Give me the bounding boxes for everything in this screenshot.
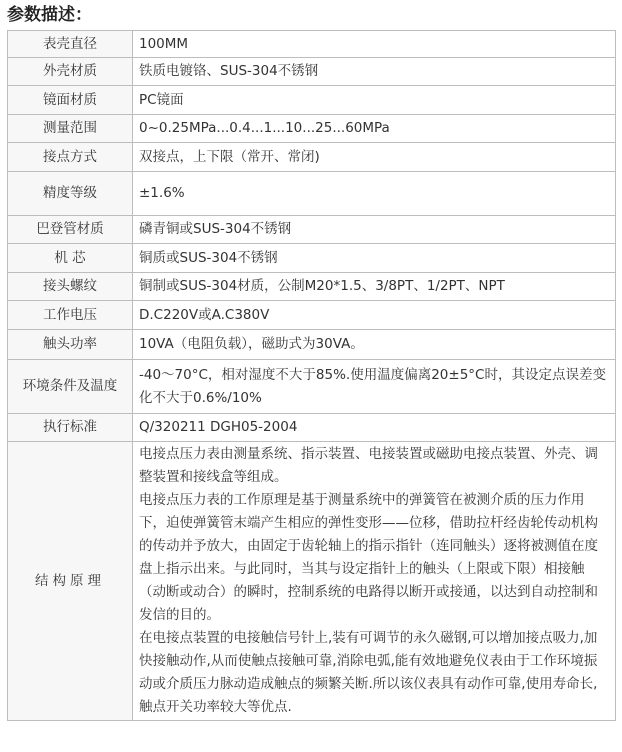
row-value-connection-thread: 铜制或SUS-304材质，公制M20*1.5、3/8PT、1/2PT、NPT (133, 273, 616, 301)
row-key-contact-power: 触头功率 (8, 330, 133, 360)
table-row (8, 143, 616, 172)
row-key-bourdon-material: 巴登管材质 (8, 216, 133, 244)
row-key-case-material: 外壳材质 (8, 58, 133, 86)
structure-paragraph-2: 电接点压力表的工作原理是基于测量系统中的弹簧管在被测介质的压力作用下，迫使弹簧管末端产生相应的弹性变形——位移，借助拉杆经齿轮传动机构的传动并予放大，由固定于齿轮轴上的指示指针（连同触头）逐将被测值在度盘上指示出来。与此同时，当其与设定指针上的触头（上限或下限）相接触（动断或动合）的瞬时，控制系统的电路得以断开或接通，以达到自动控制和发信的目的。 (139, 492, 598, 623)
table-row (8, 58, 616, 86)
row-key-environment: 环境条件及温度 (8, 360, 133, 414)
row-key-structure-principle: 结构原理 (8, 442, 133, 721)
table-row (8, 172, 616, 216)
table-row (8, 273, 616, 301)
row-key-contact-type: 接点方式 (8, 143, 133, 172)
row-key-connection-thread: 接头螺纹 (8, 273, 133, 301)
row-key-measuring-range: 测量范围 (8, 115, 133, 143)
table-row (8, 330, 616, 360)
row-value-working-voltage: D.C220V或A.C380V (133, 301, 616, 330)
table-row (8, 31, 616, 58)
row-value-case-diameter: 100MM (133, 31, 616, 58)
row-value-standard: Q/320211 DGH05-2004 (133, 414, 616, 442)
structure-paragraph-3: 在电接点装置的电接触信号针上,装有可调节的永久磁钢,可以增加接点吸力,加快接触动作,从而使触点接触可靠,消除电弧,能有效地避免仪表由于工作环境振动或介质压力脉动造成触点的频繁关断.所以该仪表具有动作可靠,使用寿命长,触点开关功率较大等优点. (139, 630, 598, 715)
table-row (8, 244, 616, 273)
row-value-contact-power: 10VA（电阻负载），磁助式为30VA。 (133, 330, 616, 360)
row-key-standard: 执行标准 (8, 414, 133, 442)
structure-paragraph-1: 电接点压力表由测量系统、指示装置、电接装置或磁助电接点装置、外壳、调整装置和接线盒等组成。 (139, 446, 598, 485)
row-value-measuring-range: 0~0.25MPa...0.4...1...10...25...60MPa (133, 115, 616, 143)
row-value-bourdon-material: 磷青铜或SUS-304不锈钢 (133, 216, 616, 244)
row-value-accuracy: ±1.6% (133, 172, 616, 216)
row-key-movement: 机 芯 (8, 244, 133, 273)
table-row (8, 115, 616, 143)
table-row (8, 216, 616, 244)
spec-table (7, 30, 616, 721)
row-key-lens-material: 镜面材质 (8, 86, 133, 115)
row-value-lens-material: PC镜面 (133, 86, 616, 115)
row-value-environment: -40～70°C，相对湿度不大于85%.使用温度偏离20±5°C时，其设定点误差变化不大于0.6%/10% (133, 360, 616, 414)
row-value-case-material: 铁质电镀铬、SUS-304不锈钢 (133, 58, 616, 86)
row-key-case-diameter: 表壳直径 (8, 31, 133, 58)
table-row (8, 414, 616, 442)
table-row (8, 301, 616, 330)
row-value-structure-principle (133, 442, 616, 721)
table-row (8, 442, 616, 721)
row-key-accuracy: 精度等级 (8, 172, 133, 216)
table-row (8, 360, 616, 414)
section-title: 参数描述： (7, 5, 92, 25)
row-value-contact-type: 双接点，上下限（常开、常闭) (133, 143, 616, 172)
table-row (8, 86, 616, 115)
row-key-working-voltage: 工作电压 (8, 301, 133, 330)
row-value-movement: 铜质或SUS-304不锈钢 (133, 244, 616, 273)
